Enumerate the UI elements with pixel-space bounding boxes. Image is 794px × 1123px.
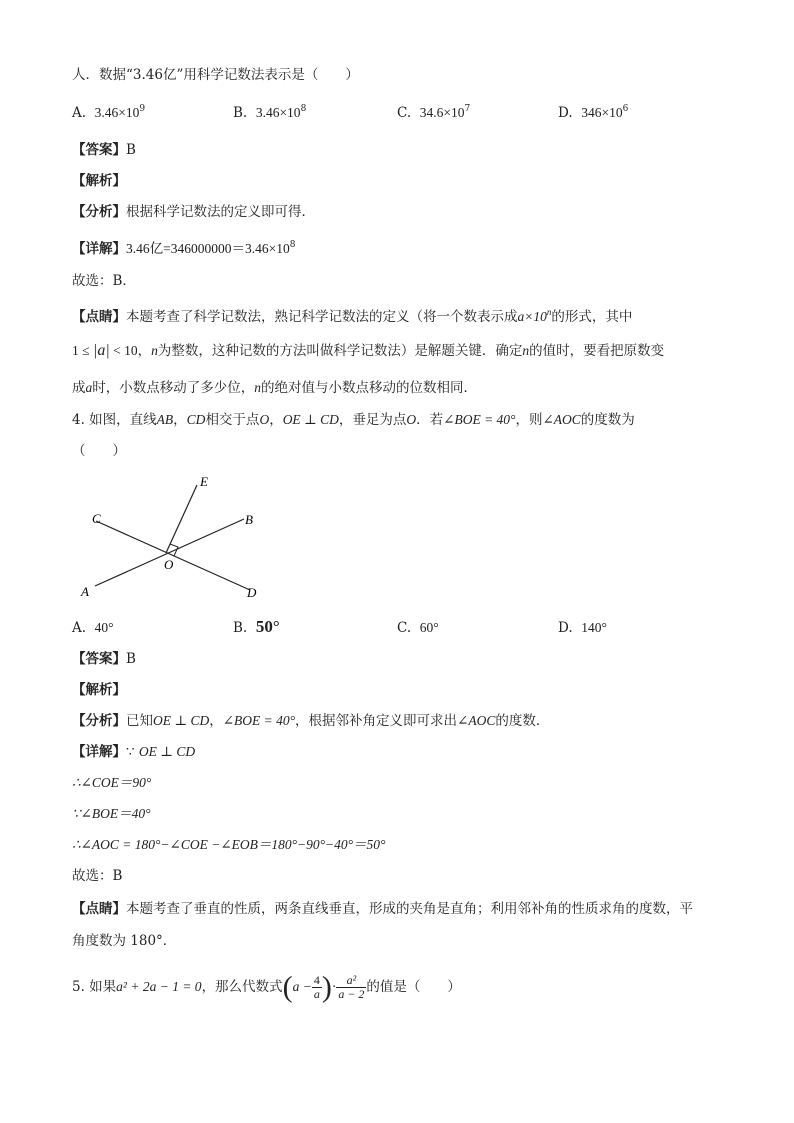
q4-xiangjie-step1: 【详解】∵ OE ⊥ CD [72,744,196,760]
q3-dianjing-line1: 【点睛】本题考查了科学记数法，熟记科学记数法的定义（将一个数表示成$a\times 10^n$的形式，其中 [72,307,633,325]
q3-xiangjie: 【详解】3.46亿$=346000000=3.46\times 10^8$ [72,240,296,257]
q4-dianjing-line1: 【点睛】本题考查了垂直的性质，两条直线垂直，形成的夹角是直角；利用邻补角的性质求角的度数，平 [72,901,693,917]
line-ab [95,519,244,586]
right-paren: ) [321,970,332,1004]
line-cd [96,521,250,590]
label-b: B [245,512,253,527]
q4-stem-line2: （ ） [72,443,126,459]
q3-option-a[interactable]: A. $3.46\times 10^9$ [72,104,146,121]
q5-equation: a² + 2a − 1 = 0 [116,979,202,994]
q3-option-b[interactable]: B. $3.46\times 10^8$ [233,104,307,121]
q4-option-d[interactable]: D. 140° [558,620,607,636]
label-a: A [81,584,89,599]
label-o: O [164,557,174,572]
q4-step4: ∴∠AOC = 180°−∠COE −∠EOB＝180°−90°−40°＝50° [72,837,386,852]
q3-fenxi: 【分析】根据科学记数法的定义即可得． [72,204,315,220]
label-d: D [247,585,257,600]
label-e: E [200,474,208,489]
q3-dianjing-line3: 成a时，小数点移动了多少位，n的绝对值与小数点移动的位数相同． [72,380,477,396]
q4-guxuan: 故选：B [72,868,123,884]
q3-dianjing-line2: 1 ≤ |a| < 10，n为整数，这种记数的方法叫做科学记数法）是解题关键．确定n的值时，要看把原数变 [72,342,665,359]
q4-geometry-figure [72,470,292,610]
fraction-a2-over-a-minus-2: $\frac{\text{a²}}{a - 2}$ [338,973,365,1001]
q4-option-c[interactable]: C. 60° [397,620,439,636]
q3-option-d[interactable]: D. $346\times 10^6$ [558,104,629,121]
left-paren: ( [282,970,293,1004]
q3-answer: 【答案】B [72,142,136,158]
q3-stem: 人．数据“3.46亿”用科学记数法表示是（ ） [72,67,359,83]
q3-analysis-heading: 【解析】 [72,173,126,189]
q3-guxuan: 故选：B． [72,273,136,289]
q4-fenxi: 【分析】已知OE ⊥ CD，∠BOE = 40°，根据邻补角定义即可求出∠AOC的度数． [72,713,550,729]
q4-analysis-heading: 【解析】 [72,682,126,698]
q4-dianjing-line2: 角度数为 180°． [72,933,177,949]
q4-answer: 【答案】B [72,651,136,667]
q4-step2: ∴∠COE＝90° [72,775,152,790]
q4-stem-line1: 4. 如图，直线AB，CD相交于点O，OE ⊥ CD，垂足为点O．若∠BOE = 40°，则∠AOC的度数为 [72,412,635,428]
q4-step3: ∵∠BOE＝40° [72,806,151,821]
label-c: C [92,511,101,526]
fraction-4-over-a: $\frac{4}{a}$ [313,973,320,1001]
q3-option-c[interactable]: C. $34.6\times 10^7$ [397,104,471,121]
q4-option-b[interactable]: B. 50° [233,617,280,636]
q5-stem: 5. 如果a² + 2a − 1 = 0，那么代数式(a − $\frac{4}{a}$ )· $\frac{\text{a²}}{a - 2}$ 的值是（ ） [72,970,461,1004]
q4-option-a[interactable]: A. 40° [72,620,114,636]
